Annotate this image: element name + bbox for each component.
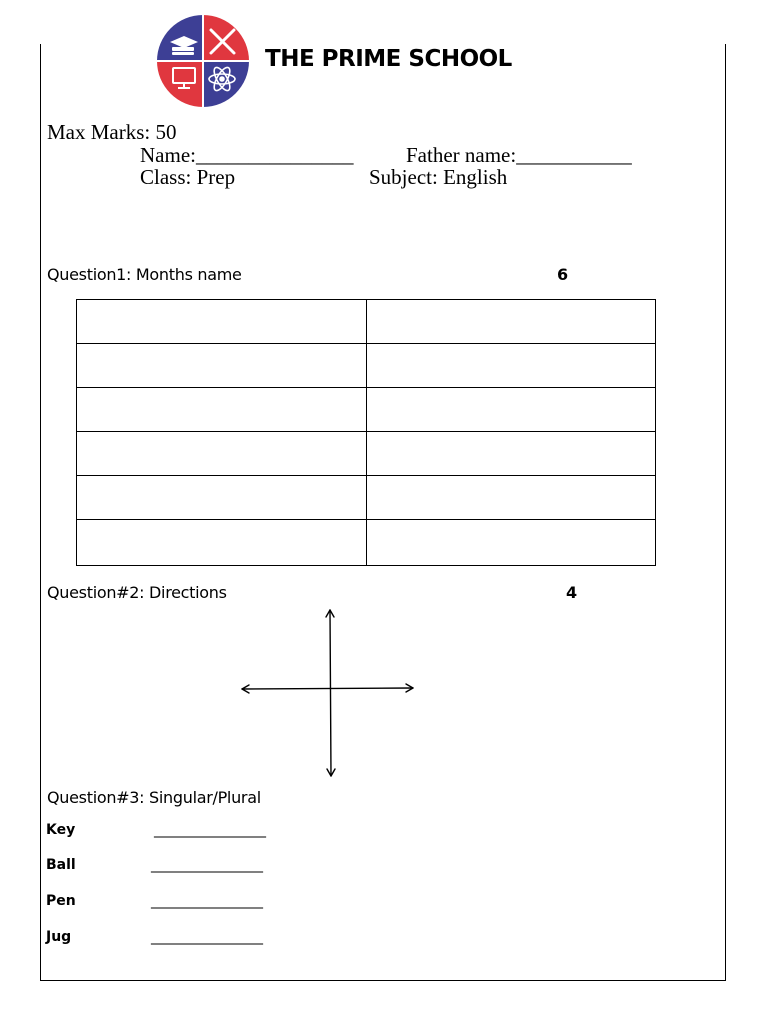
word-jug: Jug — [46, 929, 72, 945]
class-field: Class: Prep — [140, 165, 236, 189]
table-cell[interactable] — [366, 300, 656, 344]
answer-blank-key[interactable]: ________________ — [154, 822, 266, 838]
question-2-title: Question#2: Directions — [47, 583, 227, 602]
table-cell[interactable] — [77, 520, 367, 566]
school-logo — [154, 14, 252, 108]
table-cell[interactable] — [366, 344, 656, 388]
answer-blank-ball[interactable]: ________________ — [151, 857, 263, 873]
table-cell[interactable] — [77, 388, 367, 432]
max-marks: Max Marks: 50 — [47, 120, 177, 144]
answer-blank-pen[interactable]: ________________ — [151, 893, 263, 909]
table-cell[interactable] — [366, 520, 656, 566]
question-2-marks: 4 — [566, 583, 578, 602]
father-name-field[interactable]: Father name:___________ — [406, 143, 632, 167]
directions-cross-icon — [236, 604, 420, 784]
table-cell[interactable] — [77, 476, 367, 520]
word-key: Key — [46, 822, 76, 838]
word-pen: Pen — [46, 893, 76, 909]
question-1-title: Question1: Months name — [47, 265, 242, 284]
table-cell[interactable] — [366, 388, 656, 432]
name-field[interactable]: Name:_______________ — [140, 143, 354, 167]
table-cell[interactable] — [366, 432, 656, 476]
table-cell[interactable] — [77, 432, 367, 476]
table-cell[interactable] — [77, 344, 367, 388]
word-ball: Ball — [46, 857, 76, 873]
table-cell[interactable] — [77, 300, 367, 344]
question-3-title: Question#3: Singular/Plural — [47, 788, 261, 807]
answer-blank-jug[interactable]: ________________ — [151, 929, 263, 945]
school-name: THE PRIME SCHOOL — [265, 46, 512, 72]
subject-field: Subject: English — [369, 165, 508, 189]
table-cell[interactable] — [366, 476, 656, 520]
months-table — [76, 299, 656, 566]
question-1-marks: 6 — [557, 265, 569, 284]
